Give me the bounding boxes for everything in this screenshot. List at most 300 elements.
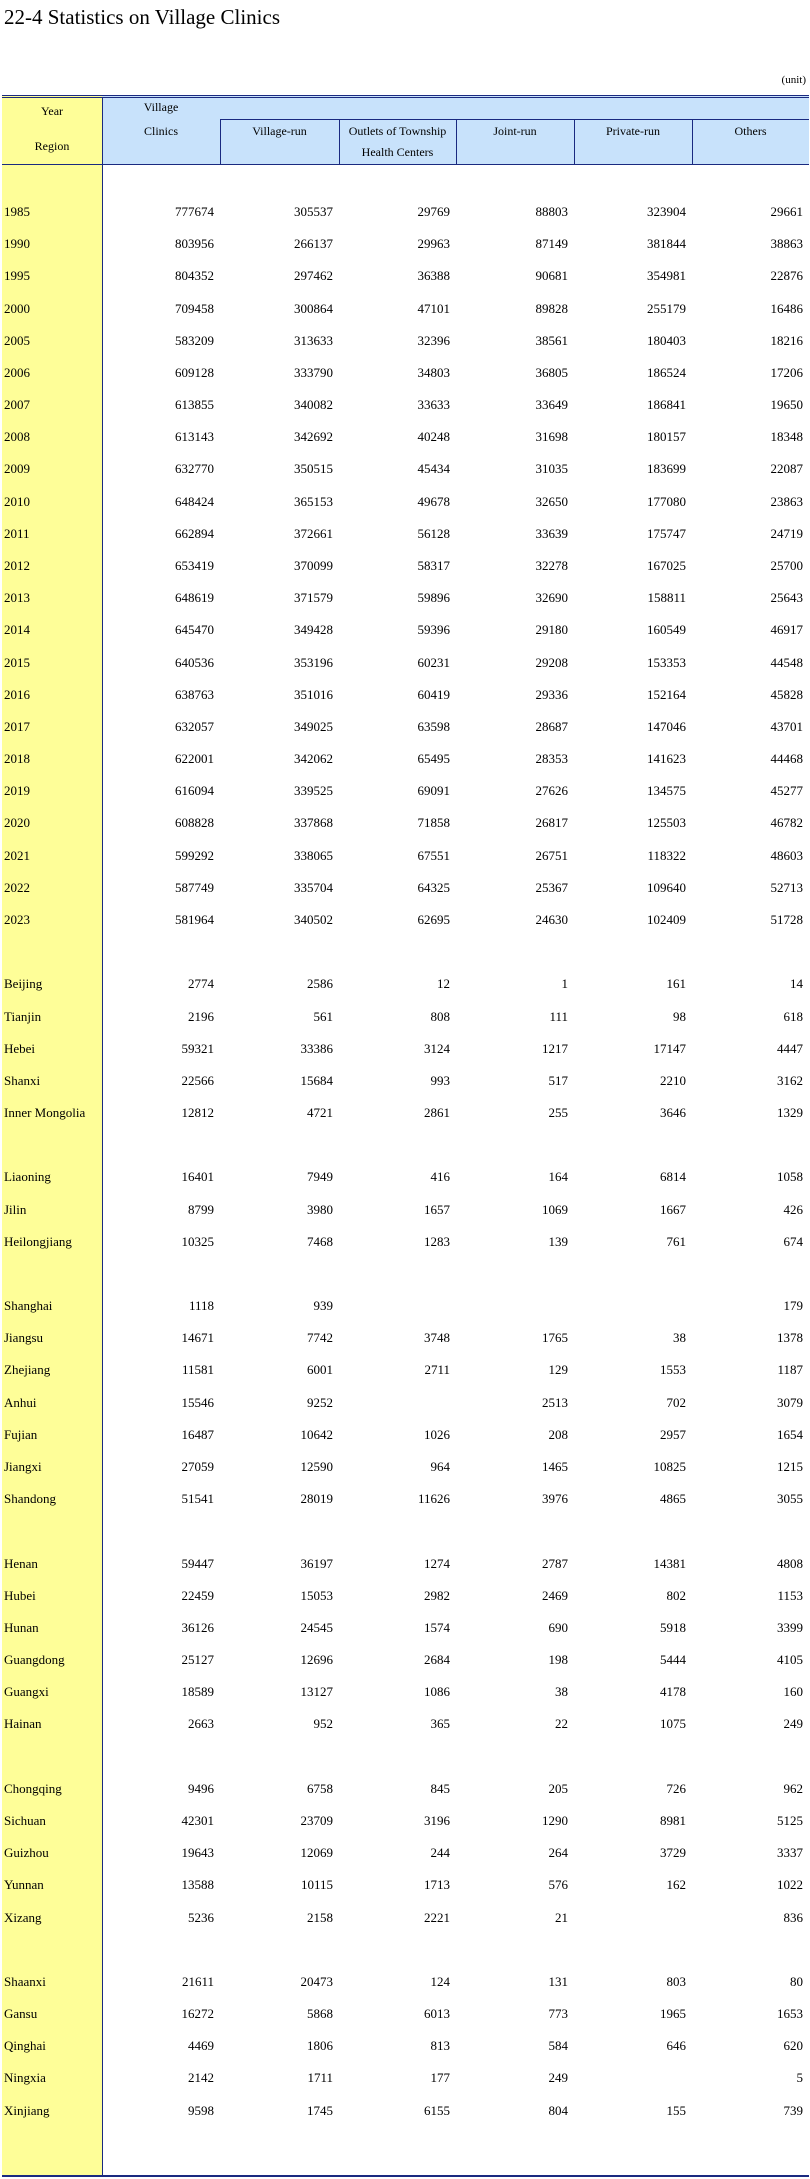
table-row	[0, 1065, 810, 1097]
table-row	[0, 647, 810, 679]
table-cell: 152164	[647, 686, 686, 702]
table-cell: 648619	[175, 590, 214, 606]
table-cell: 340082	[294, 397, 333, 413]
table-cell: 186524	[647, 364, 686, 380]
table-cell: 249	[783, 1716, 803, 1732]
row-label: 2023	[4, 911, 30, 927]
table-cell: 3337	[777, 1845, 803, 1861]
table-cell: 993	[430, 1072, 450, 1088]
table-cell: 111	[549, 1008, 568, 1024]
table-cell: 333790	[294, 364, 333, 380]
row-label: 2011	[4, 525, 30, 541]
table-cell: 42301	[181, 1813, 214, 1828]
table-cell: 24545	[300, 1619, 333, 1635]
table-cell: 87149	[535, 236, 568, 252]
table-cell: 836	[783, 1909, 803, 1925]
row-label: 2020	[4, 815, 30, 831]
table-cell: 2787	[542, 1555, 568, 1571]
table-row	[0, 1966, 810, 1998]
table-cell: 9496	[188, 1780, 214, 1796]
table-cell: 125503	[647, 815, 686, 831]
header-village-run: Village-run	[252, 124, 307, 138]
row-label: 1990	[4, 236, 30, 252]
table-bottom-rule	[2, 2175, 809, 2177]
table-row	[0, 711, 810, 743]
table-cell: 14	[790, 976, 803, 992]
table-cell: 3055	[777, 1491, 803, 1507]
table-cell: 67551	[417, 847, 450, 863]
table-cell: 674	[783, 1233, 803, 1249]
table-row	[0, 453, 810, 485]
table-cell: 38	[555, 1684, 568, 1700]
table-cell: 40248	[417, 429, 450, 445]
table-cell: 44548	[770, 654, 803, 670]
table-cell: 12	[437, 976, 450, 992]
table-cell: 160549	[647, 622, 686, 638]
table-cell: 164	[548, 1169, 568, 1185]
table-cell: 2513	[542, 1394, 568, 1410]
table-cell: 64325	[417, 879, 450, 895]
row-label: Shanxi	[4, 1072, 41, 1088]
table-cell: 33633	[417, 397, 450, 413]
row-label: 2007	[4, 397, 30, 413]
table-cell: 33639	[535, 525, 568, 541]
table-row	[0, 1483, 810, 1515]
table-cell: 29336	[535, 686, 568, 702]
table-cell: 2957	[660, 1426, 686, 1442]
table-cell: 613855	[175, 397, 214, 413]
table-cell: 109640	[647, 879, 686, 895]
table-cell: 646	[666, 2038, 686, 2054]
table-cell: 339525	[294, 783, 333, 799]
table-cell: 6814	[660, 1169, 686, 1185]
table-cell: 1058	[777, 1169, 803, 1185]
table-cell: 11581	[181, 1362, 214, 1378]
table-cell: 17206	[770, 364, 803, 380]
table-cell: 28019	[300, 1491, 333, 1507]
table-cell: 34803	[417, 364, 450, 380]
row-label: 2014	[4, 622, 30, 638]
table-cell: 80	[790, 1973, 803, 1989]
row-label: Liaoning	[4, 1169, 51, 1185]
table-cell: 1215	[777, 1459, 803, 1475]
table-cell: 56128	[417, 525, 450, 541]
table-row	[0, 807, 810, 839]
table-cell: 11626	[417, 1491, 450, 1507]
table-cell: 15684	[300, 1072, 333, 1088]
table-row	[0, 1708, 810, 1740]
table-cell: 52713	[770, 879, 803, 895]
row-label: Hunan	[4, 1619, 39, 1635]
table-cell: 25700	[770, 557, 803, 573]
table-cell: 297462	[294, 268, 333, 284]
table-row	[0, 1773, 810, 1805]
row-label: Heilongjiang	[4, 1233, 72, 1249]
table-cell: 60419	[417, 686, 450, 702]
table-cell: 4469	[188, 2038, 214, 2054]
table-cell: 59447	[181, 1555, 214, 1571]
table-cell: 622001	[175, 751, 214, 767]
table-cell: 1654	[777, 1426, 803, 1442]
table-cell: 6155	[424, 2102, 450, 2118]
table-cell: 2469	[542, 1587, 568, 1603]
table-cell: 10325	[181, 1233, 214, 1249]
table-cell: 198	[548, 1652, 568, 1668]
table-cell: 118322	[647, 847, 686, 863]
table-cell: 249	[548, 2070, 568, 2086]
table-cell: 804	[548, 2102, 568, 2118]
table-cell: 561	[313, 1008, 333, 1024]
table-cell: 45828	[770, 686, 803, 702]
table-cell: 3748	[424, 1330, 450, 1346]
table-cell: 10642	[300, 1426, 333, 1442]
table-cell: 38863	[770, 236, 803, 252]
row-label: Xizang	[4, 1909, 42, 1925]
table-cell: 71858	[417, 815, 450, 831]
table-cell: 5	[796, 2070, 803, 2086]
table-cell: 23863	[770, 493, 803, 509]
table-cell: 21	[555, 1909, 568, 1925]
row-label: Hubei	[4, 1587, 36, 1603]
table-cell: 31035	[535, 461, 568, 477]
table-cell: 6013	[424, 2006, 450, 2022]
table-cell: 12069	[300, 1845, 333, 1861]
header-bottom-rule	[2, 164, 809, 165]
table-cell: 167025	[647, 557, 686, 573]
table-cell: 616094	[175, 783, 214, 799]
table-cell: 5868	[307, 2006, 333, 2022]
table-cell: 1657	[424, 1201, 450, 1217]
table-cell: 5125	[777, 1813, 803, 1828]
table-cell: 709458	[175, 300, 214, 316]
table-row	[0, 1033, 810, 1065]
table-cell: 102409	[647, 911, 686, 927]
table-cell: 5236	[188, 1909, 214, 1925]
table-cell: 1187	[777, 1362, 803, 1378]
table-cell: 155	[666, 2102, 686, 2118]
table-cell: 98	[673, 1008, 686, 1024]
table-cell: 3079	[777, 1394, 803, 1410]
table-cell: 609128	[175, 364, 214, 380]
table-cell: 8799	[188, 1201, 214, 1217]
table-cell: 22876	[770, 268, 803, 284]
table-cell: 22087	[770, 461, 803, 477]
table-cell: 24630	[535, 911, 568, 927]
table-cell: 18216	[770, 332, 803, 348]
table-cell: 7468	[307, 1233, 333, 1249]
table-cell: 36388	[417, 268, 450, 284]
table-row	[0, 325, 810, 357]
table-cell: 16401	[181, 1169, 214, 1185]
table-cell: 208	[548, 1426, 568, 1442]
table-cell: 65495	[417, 751, 450, 767]
table-row	[0, 775, 810, 807]
table-cell: 14381	[653, 1555, 686, 1571]
table-cell: 49678	[417, 493, 450, 509]
row-label: Yunnan	[4, 1877, 44, 1893]
table-row	[0, 582, 810, 614]
row-label: Gansu	[4, 2006, 38, 2022]
table-cell: 370099	[294, 557, 333, 573]
table-cell: 51541	[181, 1491, 214, 1507]
table-cell: 2861	[424, 1105, 450, 1121]
table-cell: 264	[548, 1845, 568, 1861]
table-cell: 1806	[307, 2038, 333, 2054]
table-cell: 46917	[770, 622, 803, 638]
table-cell: 175747	[647, 525, 686, 541]
table-cell: 24719	[770, 525, 803, 541]
table-row	[0, 1902, 810, 1934]
table-cell: 44468	[770, 751, 803, 767]
row-label: Guangdong	[4, 1652, 65, 1668]
table-cell: 255179	[647, 300, 686, 316]
table-cell: 89828	[535, 300, 568, 316]
table-cell: 653419	[175, 557, 214, 573]
table-cell: 8981	[660, 1813, 686, 1828]
header-year: Year	[40, 104, 64, 118]
row-label: Jilin	[4, 1201, 27, 1217]
table-cell: 48603	[770, 847, 803, 863]
row-label: Chongqing	[4, 1780, 62, 1796]
table-cell: 27059	[181, 1459, 214, 1475]
table-cell: 26817	[535, 815, 568, 831]
table-cell: 29769	[417, 204, 450, 219]
table-cell: 587749	[175, 879, 214, 895]
row-label: 2010	[4, 493, 30, 509]
table-row	[0, 2030, 810, 2062]
table-cell: 10115	[300, 1877, 333, 1893]
table-cell: 1022	[777, 1877, 803, 1893]
table-cell: 4808	[777, 1555, 803, 1571]
table-cell: 60231	[417, 654, 450, 670]
table-row	[0, 2095, 810, 2127]
header-township-outlets: Health Centers	[361, 145, 434, 159]
table-cell: 177080	[647, 493, 686, 509]
table-cell: 1574	[424, 1619, 450, 1635]
table-cell: 702	[666, 1394, 686, 1410]
table-cell: 638763	[175, 686, 214, 702]
table-cell	[574, 1902, 686, 1934]
table-cell: 1283	[424, 1233, 450, 1249]
table-cell: 381844	[647, 236, 686, 252]
table-row	[0, 1612, 810, 1644]
table-cell: 6758	[307, 1780, 333, 1796]
table-row	[0, 550, 810, 582]
table-cell: 584	[548, 2038, 568, 2054]
header-joint-run: Joint-run	[493, 124, 537, 138]
table-cell: 1329	[777, 1105, 803, 1121]
table-cell: 1711	[307, 2070, 333, 2086]
header-village-clinics: Village	[143, 100, 179, 114]
row-label: Guizhou	[4, 1845, 49, 1861]
table-cell: 59896	[417, 590, 450, 606]
table-cell: 576	[548, 1877, 568, 1893]
table-cell: 58317	[417, 557, 450, 573]
table-cell: 3729	[660, 1845, 686, 1861]
table-cell: 1965	[660, 2006, 686, 2022]
table-cell: 581964	[175, 911, 214, 927]
table-cell: 4105	[777, 1652, 803, 1668]
row-label: Ningxia	[4, 2070, 46, 2086]
table-cell: 808	[430, 1008, 450, 1024]
row-label: 2016	[4, 686, 30, 702]
table-row	[0, 679, 810, 711]
table-cell: 22566	[181, 1072, 214, 1088]
table-cell: 5918	[660, 1619, 686, 1635]
table-cell: 147046	[647, 718, 686, 734]
table-cell: 802	[666, 1587, 686, 1603]
table-row	[0, 1580, 810, 1612]
row-label: Sichuan	[4, 1813, 46, 1828]
table-cell: 12590	[300, 1459, 333, 1475]
table-cell: 2196	[188, 1008, 214, 1024]
table-cell: 9598	[188, 2102, 214, 2118]
table-cell: 350515	[294, 461, 333, 477]
row-label: Fujian	[4, 1426, 38, 1442]
table-cell: 2711	[424, 1362, 450, 1378]
table-cell: 38561	[535, 332, 568, 348]
table-cell: 4178	[660, 1684, 686, 1700]
table-cell: 5444	[660, 1652, 686, 1668]
table-cell: 3980	[307, 1201, 333, 1217]
table-cell: 33649	[535, 397, 568, 413]
table-cell: 1713	[424, 1877, 450, 1893]
table-cell: 186841	[647, 397, 686, 413]
table-cell: 9252	[307, 1394, 333, 1410]
table-row	[0, 389, 810, 421]
row-label: 2019	[4, 783, 30, 799]
table-cell: 183699	[647, 461, 686, 477]
page-title: 22-4 Statistics on Village Clinics	[4, 5, 281, 29]
table-cell: 59321	[181, 1040, 214, 1056]
row-label: Shandong	[4, 1491, 56, 1507]
table-cell: 153353	[647, 654, 686, 670]
table-cell: 1290	[542, 1813, 568, 1828]
table-cell: 416	[430, 1169, 450, 1185]
table-cell: 1086	[424, 1684, 450, 1700]
table-cell: 4721	[307, 1105, 333, 1121]
table-cell: 28353	[535, 751, 568, 767]
table-cell: 608828	[175, 815, 214, 831]
table-cell: 180157	[647, 429, 686, 445]
table-cell: 371579	[294, 590, 333, 606]
table-cell: 25127	[181, 1652, 214, 1668]
table-cell: 620	[783, 2038, 803, 2054]
table-row	[0, 1354, 810, 1386]
table-cell: 29180	[535, 622, 568, 638]
table-cell: 761	[666, 1233, 686, 1249]
unit-label: (unit)	[781, 74, 806, 86]
table-cell: 613143	[175, 429, 214, 445]
table-cell: 12696	[300, 1652, 333, 1668]
table-cell: 583209	[175, 332, 214, 348]
table-cell: 1553	[660, 1362, 686, 1378]
table-row	[0, 1837, 810, 1869]
table-row	[0, 1161, 810, 1193]
table-cell: 2586	[307, 976, 333, 992]
table-cell: 45277	[770, 783, 803, 799]
table-cell: 43701	[770, 718, 803, 734]
table-row	[0, 260, 810, 292]
row-label: 2021	[4, 847, 30, 863]
table-cell: 36805	[535, 364, 568, 380]
table-cell: 266137	[294, 236, 333, 252]
table-cell: 1075	[660, 1716, 686, 1732]
table-cell: 59396	[417, 622, 450, 638]
table-cell: 313633	[294, 332, 333, 348]
row-label: Hebei	[4, 1040, 36, 1056]
table-row	[0, 1001, 810, 1033]
table-cell: 32690	[535, 590, 568, 606]
table-row	[0, 1322, 810, 1354]
table-row	[0, 293, 810, 325]
table-cell: 16272	[181, 2006, 214, 2022]
table-cell: 20473	[300, 1973, 333, 1989]
row-label: Jiangsu	[4, 1330, 43, 1346]
table-cell: 2684	[424, 1652, 450, 1668]
table-row	[0, 421, 810, 453]
table-row	[0, 743, 810, 775]
table-cell: 3399	[777, 1619, 803, 1635]
row-label: Shanghai	[4, 1298, 53, 1314]
table-cell: 13127	[300, 1684, 333, 1700]
table-cell: 300864	[294, 300, 333, 316]
row-label: 2006	[4, 364, 30, 380]
table-cell: 353196	[294, 654, 333, 670]
table-cell: 845	[430, 1780, 450, 1796]
table-cell: 16486	[770, 300, 803, 316]
table-row	[0, 1451, 810, 1483]
table-cell: 640536	[175, 654, 214, 670]
table-cell: 47101	[417, 300, 450, 316]
table-cell: 18589	[181, 1684, 214, 1700]
header-township-outlets: Outlets of Township	[348, 124, 447, 138]
table-cell: 2774	[188, 976, 214, 992]
table-row	[0, 1194, 810, 1226]
table-cell: 2982	[424, 1587, 450, 1603]
table-cell: 36197	[300, 1555, 333, 1571]
table-cell: 19650	[770, 397, 803, 413]
table-cell: 12812	[181, 1105, 214, 1121]
table-cell: 1026	[424, 1426, 450, 1442]
table-cell: 255	[548, 1105, 568, 1121]
row-label: Zhejiang	[4, 1362, 51, 1378]
row-label: 2012	[4, 557, 30, 573]
table-cell: 662894	[175, 525, 214, 541]
table-cell: 17147	[653, 1040, 686, 1056]
row-label: Inner Mongolia	[4, 1105, 86, 1121]
table-cell: 179	[783, 1298, 803, 1314]
table-cell: 1274	[424, 1555, 450, 1571]
table-cell: 726	[666, 1780, 686, 1796]
table-cell: 962	[783, 1780, 803, 1796]
table-cell: 777674	[175, 204, 214, 219]
table-cell: 337868	[294, 815, 333, 831]
table-cell: 141623	[647, 751, 686, 767]
row-label: Shaanxi	[4, 1973, 46, 1989]
row-label: Tianjin	[4, 1008, 42, 1024]
table-cell: 4865	[660, 1491, 686, 1507]
table-cell: 23709	[300, 1813, 333, 1828]
row-label: 2009	[4, 461, 30, 477]
table-cell: 10825	[653, 1459, 686, 1475]
row-label: 2022	[4, 879, 30, 895]
table-cell: 36126	[181, 1619, 214, 1635]
table-cell: 27626	[535, 783, 568, 799]
table-cell: 29661	[770, 204, 803, 219]
table-cell: 177	[430, 2070, 450, 2086]
table-cell: 25367	[535, 879, 568, 895]
